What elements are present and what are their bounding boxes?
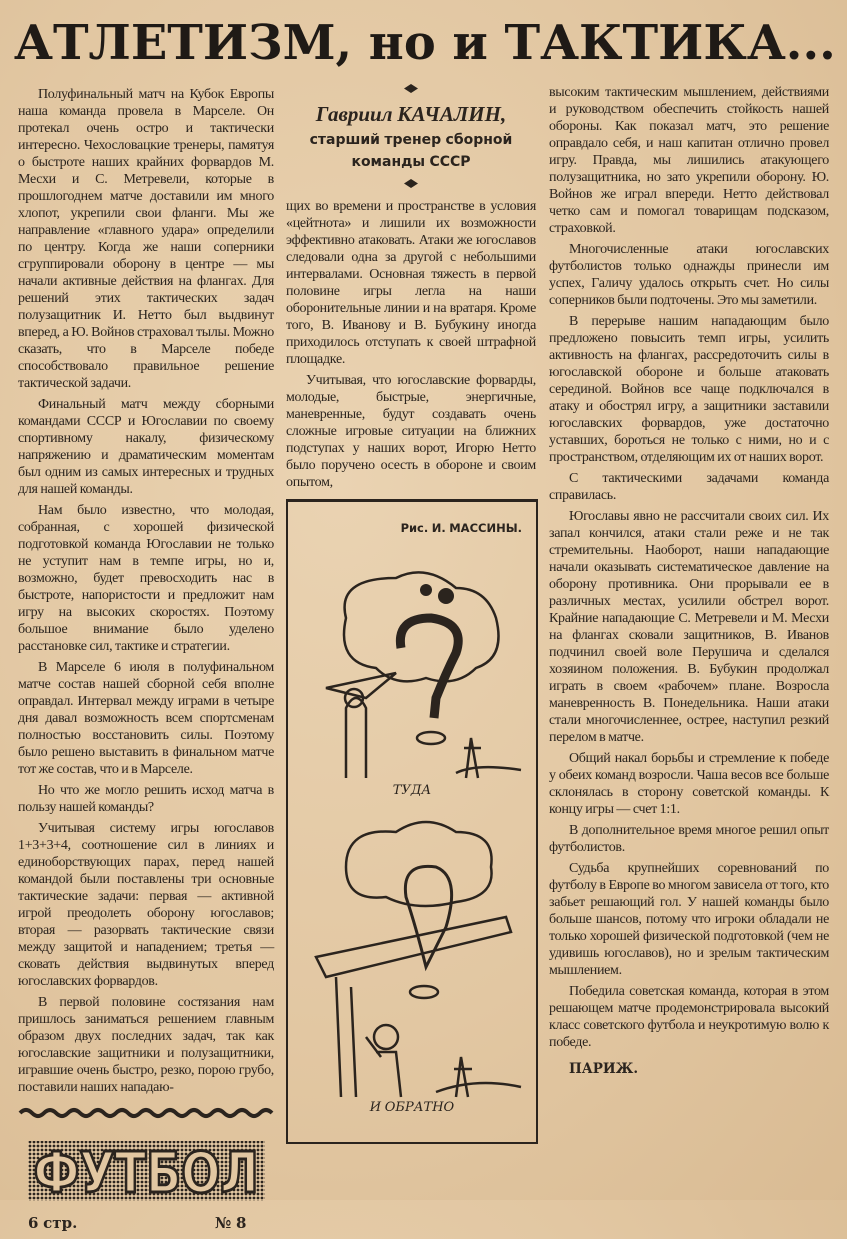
author-role: команды СССР (351, 154, 471, 170)
paragraph: Полуфинальный матч на Кубок Европы наша команда провела в Марселе. Он протекал очень остро и тактически интересно. Чехословацкие тренеры, памятуя о быстроте наших крайних форвардов М. Месхи и С. Метревели, которые в прошлогоднем матче доставили им много хлопот, укрепили свои фланги. Мы же направление «главного удара» определили по центру. Когда же наши соперники сгруппировали оборону в центре — мы начали активные действия на флангах. Для решений этих тактических задач полузащитник И. Нетто был выдвинут вперед, а Ю. Войнов страховал тылы. Можно сказать, что в Марселе победе способствовало правильное решение тактической задачи. (18, 87, 274, 391)
futbol-masthead-logo (28, 1136, 265, 1206)
illustration-credit: Рис. И. МАССИНЫ. (400, 521, 522, 535)
paragraph: В перерыве нашим нападающим было предложено повысить темп игры, усилить активность на флангах, рассредоточить силы в югославской обороне и больше атаковать серединой. Войнов все чаще подключался в атаку и обострял игру, а защитники заставили югославских форвардов, уже достаточно уставших, бороться не только с ними, но и с пространством, отделяющим их от наших ворот. (549, 314, 829, 465)
dateline: ПАРИЖ. (569, 1061, 639, 1077)
paragraph: Финальный матч между сборными командами СССР и Югославии по своему спортивному накалу, физическому напряжению и драматическим моментам был одним из самых интересных и трудных для нашей команды. (18, 397, 274, 497)
paragraph: В первой половине состязания нам пришлось заниматься решением главным образом двух последних задач, так как югославские защитники и полузащитники, игравшие очень быстро, резко, порою грубо, поставили наших нападаю- (18, 995, 274, 1095)
cartoon-question-mark-illustration (306, 548, 521, 778)
author-name: Гавриил КАЧАЛИН, (315, 102, 507, 126)
paragraph: В Марселе 6 июля в полуфинальном матче состав нашей сборной себя вполне оправдал. Интервал между играми в четыре дня давал возможность всем спортсменам полностью восстановить силы. Поэтому было решено выставить в финальном матче тот же состав, что и в Марселе. (18, 660, 274, 777)
page-footer (18, 1215, 274, 1239)
paragraph: Учитывая систему игры югославов 1+3+3+4, соотношение сил в линиях и единоборствующих парах, перед нашей командой были поставлены три основные тактические задачи: первая — активной игрой преодолеть оборону югославов; вторая — разорвать тактические связи между защитой и нападением; третья — сковать действия выдвинутых вперед югославских форвардов. (18, 821, 274, 989)
paragraph: Учитывая, что югославские форварды, молодые, быстрые, энергичные, маневренные, будут создавать очень сложные игровые ситуации на ближних подступах у наших ворот, Игорю Нетто было поручено осесть в обороне и своим опытом, (286, 373, 536, 490)
paragraph: В дополнительное время многое решил опыт футболистов. (549, 823, 829, 855)
author-role: старший тренер сборной (309, 132, 513, 148)
article-column-2 (286, 84, 536, 1144)
paragraph: высоким тактическим мышлением, действиями и руководством обеспечить стойкость нашей обороны. Как показал матч, это решение оправдало себя, и наш капитан отлично провел игру. Правда, мы лишились атакующего полузащитника, но зато укрепили оборону. Ю. Войнов же играл впереди. Нетто действовал четко сам и помогал товарищам подсказом, страховкой. (549, 85, 829, 236)
paragraph: Судьба крупнейших соревнований по футболу в Европе во многом зависела от того, кто забьет решающий гол. У нашей команды было больше шансов, потому что игроки обладали не только хорошей физической подготовкой (чем не удивишь югославов), но и зрелым тактическим мышлением. (549, 861, 829, 978)
issue-number: № 8 (215, 1214, 247, 1232)
headline: АТЛЕТИЗМ, но и ТАКТИКА... (14, 15, 836, 71)
caption-bottom: И ОБРАТНО (369, 1100, 455, 1115)
paragraph: С тактическими задачами команда справилась. (549, 471, 829, 503)
wavy-divider (20, 1106, 270, 1120)
paragraph: Нам было известно, что молодая, собранная, с хорошей физической подготовкой команда Югославии не только не уступит нам в темпе игры, но и, возможно, будет превосходить нас в быстроте, напористости и предложит нам игру на высоких скоростях. Поэтому большое внимание было уделено расстановке сил, тактике и стратегии. (18, 503, 274, 654)
paragraph: щих во времени и пространстве в условия «цейтнота» и лишили их возможности эффективно атаковать. Атаки же югославов следовали одна за другой с небольшими интервалами. Основная тяжесть в первой половине игры легла на наши оборонительные линии и на вратаря. Кроме того, В. Иванову и В. Бубукину иногда приходилось отступать к своей штрафной площадке. (286, 199, 536, 367)
cartoon-frame (286, 499, 538, 1144)
paragraph: Многочисленные атаки югославских футболистов только однажды принесли им успех, Галичу удалось открыть счет. Но силы соперников были подточены. Это мы заметили. (549, 242, 829, 308)
article-column-1 (18, 86, 274, 1239)
paragraph: Югославы явно не рассчитали своих сил. Их запал кончился, атаки стали реже и не так стремительны. Наоборот, наши нападающие начали оказывать систематическое давление на оборону противника. Они прорывали ее в различных местах, усилили обстрел ворот. Крайние нападающие С. Метревели и М. Месхи на флангах сковали защитников, В. Иванов подчинил своей воле Перушича и сделался хозяином положения. В. Бубукин продолжал играть в своем «рабочем» плане. Возросла маневренность В. Понедельника. Наши атаки стали многочисленнее, острее, наступил резкий перелом в матче. (549, 509, 829, 745)
caption-top: ТУДА (392, 783, 432, 798)
diamond-ornament (404, 84, 418, 93)
paragraph: Но что же могло решить исход матча в пользу нашей команды? (18, 783, 274, 815)
cartoon-airplane-illustration (306, 807, 521, 1097)
paragraph: Общий накал борьбы и стремление к победе у обеих команд возросли. Чаша весов все больше склонялась в сторону советской команды. К концу игры — счет 1:1. (549, 751, 829, 817)
svg-text:ФУТБОЛ: ФУТБОЛ (33, 1141, 259, 1206)
page-number: 6 стр. (28, 1214, 78, 1232)
byline (286, 84, 536, 188)
diamond-ornament (404, 179, 418, 188)
paragraph: Победила советская команда, которая в этом решающем матче продемонстрировала высокий класс советского футбола и неукротимую волю к победе. (549, 984, 829, 1050)
article-column-3 (549, 84, 829, 1082)
